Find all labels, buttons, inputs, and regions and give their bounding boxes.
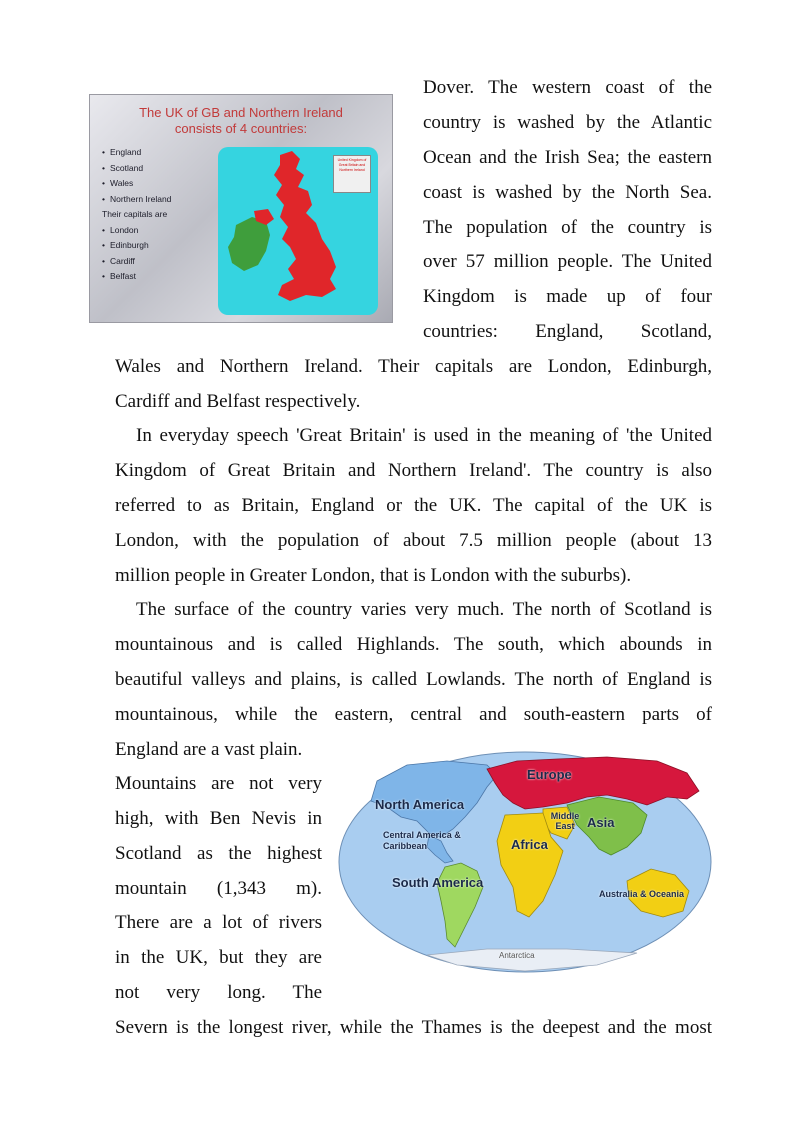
uk-slide-image [89, 94, 393, 323]
text-line: England are a vast plain. [115, 739, 303, 760]
text-line: coast is washed by the North Sea. [423, 182, 712, 203]
text-line: beautiful valleys and plains, is called Lowlands. The north of England is [115, 669, 712, 690]
text-line: Kingdom of Great Britain and Northern Ireland'. The country is also [115, 460, 712, 481]
list-item: • Wales [102, 176, 171, 192]
label-asia: Asia [587, 815, 615, 830]
text-line: Cardiff and Belfast respectively. [115, 391, 361, 412]
text-line: mountainous, while the eastern, central and south-eastern parts of [115, 704, 712, 725]
label-middle-east: Middle East [550, 811, 580, 831]
list-item: • England [102, 145, 171, 161]
slide-title: The UK of GB and Northern Ireland [139, 105, 343, 120]
text-line: country is washed by the Atlantic [423, 112, 712, 133]
world-map-image [337, 751, 713, 974]
text-line: over 57 million people. The United [423, 251, 712, 272]
text-line: referred to as Britain, England or the UK. The capital of the UK is [115, 495, 712, 516]
text-line: high, with Ben Nevis in [115, 808, 322, 829]
text-line: Mountains are not very [115, 773, 322, 794]
label-australia: Australia & Oceania [599, 889, 685, 899]
text-line: Scotland as the highest [115, 843, 322, 864]
text-line: mountainous and is called Highlands. The south, which abounds in [115, 634, 712, 655]
list-item: • Belfast [102, 269, 171, 285]
text-line: London, with the population of about 7.5 million people (about 13 [115, 530, 712, 551]
text-line: Dover. The western coast of the [423, 77, 712, 98]
text-line: In everyday speech 'Great Britain' is used in the meaning of 'the United [136, 425, 712, 446]
list-item: • London [102, 223, 171, 239]
text-line: The surface of the country varies very much. The north of Scotland is [136, 599, 712, 620]
text-line: countries: England, Scotland, [423, 321, 712, 342]
label-south-america: South America [392, 875, 484, 890]
list-heading: Their capitals are [102, 209, 168, 219]
text-line: not very long. The [115, 982, 322, 1003]
list-item: • Cardiff [102, 254, 171, 270]
label-europe: Europe [527, 767, 572, 782]
ireland-shape [228, 217, 270, 271]
text-line: in the UK, but they are [115, 947, 322, 968]
list-item: • Northern Ireland [102, 192, 171, 208]
list-item: • Edinburgh [102, 238, 171, 254]
list-item: • Scotland [102, 161, 171, 177]
text-line: Wales and Northern Ireland. Their capitals are London, Edinburgh, [115, 356, 712, 377]
slide-list [102, 145, 171, 285]
world-map-shapes [337, 751, 713, 974]
text-line: Kingdom is made up of four [423, 286, 712, 307]
text-line: Severn is the longest river, while the Thames is the deepest and the most [115, 1017, 712, 1038]
text-line: The population of the country is [423, 217, 712, 238]
label-central-america: Central America & Caribbean [383, 830, 461, 851]
map-legend: United Kingdom of Great Britain and Northern Ireland [333, 155, 371, 193]
text-line: million people in Greater London, that is London with the suburbs). [115, 565, 632, 586]
great-britain-shape [274, 151, 336, 301]
text-line: Ocean and the Irish Sea; the eastern [423, 147, 712, 168]
label-africa: Africa [511, 837, 548, 852]
text-line: There are a lot of rivers [115, 912, 322, 933]
text-line: mountain (1,343 m). [115, 878, 322, 899]
label-antarctica: Antarctica [499, 951, 535, 960]
slide-subtitle: consists of 4 countries: [174, 121, 308, 136]
label-north-america: North America [375, 797, 465, 812]
